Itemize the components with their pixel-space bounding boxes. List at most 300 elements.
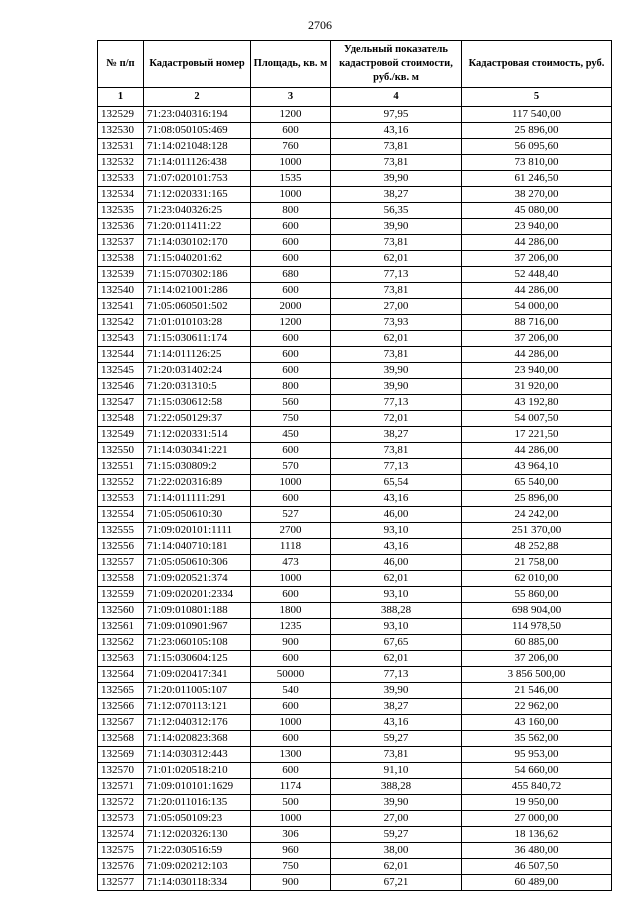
area-cell: 600 (251, 283, 331, 299)
page-number: 2706 (308, 18, 332, 32)
cadastral-value-cell: 35 562,00 (462, 731, 612, 747)
area-cell: 760 (251, 139, 331, 155)
cadastral-value-cell: 21 546,00 (462, 683, 612, 699)
unit-value-cell: 93,10 (331, 619, 462, 635)
cadastral-number-cell: 71:05:050610:306 (144, 555, 251, 571)
table-row (98, 779, 612, 795)
area-cell: 750 (251, 411, 331, 427)
cadastral-value-cell: 23 940,00 (462, 219, 612, 235)
cadastral-value-cell: 44 286,00 (462, 235, 612, 251)
area-cell: 473 (251, 555, 331, 571)
cadastral-value-cell: 54 000,00 (462, 299, 612, 315)
cadastral-number-cell: 71:14:020823:368 (144, 731, 251, 747)
area-cell: 900 (251, 635, 331, 651)
unit-value-cell: 43,16 (331, 539, 462, 555)
table-row (98, 107, 612, 123)
cadastral-number-cell: 71:20:011411:22 (144, 219, 251, 235)
table-row (98, 155, 612, 171)
row-number-cell: 132563 (98, 651, 144, 667)
table-row (98, 203, 612, 219)
cadastral-number-cell: 71:14:021001:286 (144, 283, 251, 299)
table-row (98, 283, 612, 299)
unit-value-cell: 73,81 (331, 235, 462, 251)
row-number-cell: 132546 (98, 379, 144, 395)
unit-value-cell: 77,13 (331, 459, 462, 475)
table-row (98, 427, 612, 443)
row-number-cell: 132551 (98, 459, 144, 475)
table-row (98, 267, 612, 283)
unit-value-cell: 59,27 (331, 827, 462, 843)
table-row (98, 475, 612, 491)
cadastral-number-cell: 71:12:020331:165 (144, 187, 251, 203)
area-cell: 560 (251, 395, 331, 411)
unit-value-cell: 39,90 (331, 795, 462, 811)
unit-value-cell: 62,01 (331, 651, 462, 667)
cadastral-value-cell: 44 286,00 (462, 283, 612, 299)
cadastral-number-cell: 71:09:020101:1111 (144, 523, 251, 539)
cadastral-value-cell: 95 953,00 (462, 747, 612, 763)
cadastral-number-cell: 71:14:030102:170 (144, 235, 251, 251)
area-cell: 1000 (251, 811, 331, 827)
table-row (98, 363, 612, 379)
unit-value-cell: 67,21 (331, 875, 462, 891)
cadastral-value-cell: 46 507,50 (462, 859, 612, 875)
cadastral-value-cell: 44 286,00 (462, 443, 612, 459)
table-row (98, 443, 612, 459)
unit-value-cell: 39,90 (331, 379, 462, 395)
cadastral-number-cell: 71:14:011126:25 (144, 347, 251, 363)
area-cell: 600 (251, 443, 331, 459)
cadastral-number-cell: 71:14:030118:334 (144, 875, 251, 891)
table-row (98, 171, 612, 187)
cadastral-value-cell: 88 716,00 (462, 315, 612, 331)
cadastral-value-cell: 117 540,00 (462, 107, 612, 123)
area-cell: 1200 (251, 107, 331, 123)
cadastral-value-cell: 36 480,00 (462, 843, 612, 859)
table-row (98, 795, 612, 811)
cadastral-value-cell: 3 856 500,00 (462, 667, 612, 683)
area-cell: 1118 (251, 539, 331, 555)
index-cell: 1 (98, 88, 144, 107)
table-row (98, 843, 612, 859)
table-row (98, 699, 612, 715)
cadastral-number-cell: 71:12:020331:514 (144, 427, 251, 443)
row-number-cell: 132552 (98, 475, 144, 491)
cadastral-value-cell: 114 978,50 (462, 619, 612, 635)
cadastral-value-cell: 18 136,62 (462, 827, 612, 843)
table-row (98, 875, 612, 891)
table-row (98, 811, 612, 827)
unit-value-cell: 62,01 (331, 251, 462, 267)
cadastral-number-cell: 71:05:060501:502 (144, 299, 251, 315)
table-header-row (98, 41, 612, 88)
unit-value-cell: 38,00 (331, 843, 462, 859)
unit-value-cell: 39,90 (331, 683, 462, 699)
area-cell: 1000 (251, 715, 331, 731)
row-number-cell: 132566 (98, 699, 144, 715)
cadastral-value-cell: 27 000,00 (462, 811, 612, 827)
unit-value-cell: 39,90 (331, 363, 462, 379)
table-row (98, 619, 612, 635)
unit-value-cell: 77,13 (331, 667, 462, 683)
unit-value-cell: 56,35 (331, 203, 462, 219)
cadastral-value-cell: 25 896,00 (462, 123, 612, 139)
row-number-cell: 132531 (98, 139, 144, 155)
index-cell: 3 (251, 88, 331, 107)
table-row (98, 235, 612, 251)
table-row (98, 219, 612, 235)
cadastral-number-cell: 71:23:040326:25 (144, 203, 251, 219)
area-cell: 2700 (251, 523, 331, 539)
cadastral-value-cell: 54 660,00 (462, 763, 612, 779)
index-cell: 4 (331, 88, 462, 107)
cadastral-value-cell: 54 007,50 (462, 411, 612, 427)
row-number-cell: 132569 (98, 747, 144, 763)
table-row (98, 315, 612, 331)
cadastral-value-cell: 24 242,00 (462, 507, 612, 523)
table-row (98, 651, 612, 667)
area-cell: 1535 (251, 171, 331, 187)
cadastral-value-cell: 455 840,72 (462, 779, 612, 795)
table-row (98, 331, 612, 347)
cadastral-value-cell: 38 270,00 (462, 187, 612, 203)
table-row (98, 491, 612, 507)
cadastral-value-cell: 31 920,00 (462, 379, 612, 395)
unit-value-cell: 43,16 (331, 491, 462, 507)
table-body (98, 107, 612, 891)
area-cell: 600 (251, 235, 331, 251)
unit-value-cell: 38,27 (331, 187, 462, 203)
cadastral-value-cell: 73 810,00 (462, 155, 612, 171)
row-number-cell: 132544 (98, 347, 144, 363)
cadastral-number-cell: 71:20:011016:135 (144, 795, 251, 811)
table-row (98, 139, 612, 155)
unit-value-cell: 388,28 (331, 779, 462, 795)
cadastral-number-cell: 71:09:010901:967 (144, 619, 251, 635)
cadastral-value-cell: 44 286,00 (462, 347, 612, 363)
cadastral-number-cell: 71:22:020316:89 (144, 475, 251, 491)
row-number-cell: 132576 (98, 859, 144, 875)
row-number-cell: 132565 (98, 683, 144, 699)
cadastral-number-cell: 71:20:031402:24 (144, 363, 251, 379)
row-number-cell: 132571 (98, 779, 144, 795)
unit-value-cell: 73,81 (331, 747, 462, 763)
cadastral-number-cell: 71:09:020212:103 (144, 859, 251, 875)
area-cell: 1000 (251, 475, 331, 491)
row-number-cell: 132562 (98, 635, 144, 651)
area-cell: 1174 (251, 779, 331, 795)
cadastral-number-cell: 71:20:011005:107 (144, 683, 251, 699)
area-cell: 600 (251, 699, 331, 715)
table-row (98, 587, 612, 603)
area-cell: 600 (251, 763, 331, 779)
cadastral-number-cell: 71:14:021048:128 (144, 139, 251, 155)
table-row (98, 299, 612, 315)
unit-value-cell: 27,00 (331, 299, 462, 315)
cadastral-value-cell: 65 540,00 (462, 475, 612, 491)
unit-value-cell: 46,00 (331, 507, 462, 523)
table-row (98, 507, 612, 523)
unit-value-cell: 91,10 (331, 763, 462, 779)
area-cell: 600 (251, 491, 331, 507)
area-cell: 600 (251, 587, 331, 603)
unit-value-cell: 73,81 (331, 347, 462, 363)
row-number-cell: 132567 (98, 715, 144, 731)
cadastral-value-cell: 48 252,88 (462, 539, 612, 555)
unit-value-cell: 67,65 (331, 635, 462, 651)
cadastral-number-cell: 71:12:020326:130 (144, 827, 251, 843)
unit-value-cell: 38,27 (331, 427, 462, 443)
cadastral-number-cell: 71:23:060105:108 (144, 635, 251, 651)
cadastral-number-cell: 71:22:030516:59 (144, 843, 251, 859)
cadastral-value-cell: 37 206,00 (462, 331, 612, 347)
area-cell: 750 (251, 859, 331, 875)
row-number-cell: 132538 (98, 251, 144, 267)
row-number-cell: 132547 (98, 395, 144, 411)
row-number-cell: 132536 (98, 219, 144, 235)
cadastral-number-cell: 71:07:020101:753 (144, 171, 251, 187)
row-number-cell: 132532 (98, 155, 144, 171)
unit-value-cell: 62,01 (331, 331, 462, 347)
cadastral-value-cell: 25 896,00 (462, 491, 612, 507)
unit-value-cell: 39,90 (331, 219, 462, 235)
cadastral-number-cell: 71:14:030312:443 (144, 747, 251, 763)
row-number-cell: 132561 (98, 619, 144, 635)
area-cell: 600 (251, 331, 331, 347)
cadastral-number-cell: 71:23:040316:194 (144, 107, 251, 123)
area-cell: 960 (251, 843, 331, 859)
cadastral-value-cell: 698 904,00 (462, 603, 612, 619)
header-unit-value: Удельный показатель кадастровой стоимости, руб./кв. м (331, 41, 462, 88)
cadastral-number-cell: 71:15:070302:186 (144, 267, 251, 283)
row-number-cell: 132540 (98, 283, 144, 299)
area-cell: 500 (251, 795, 331, 811)
table-row (98, 395, 612, 411)
table-row (98, 123, 612, 139)
area-cell: 600 (251, 219, 331, 235)
cadastral-value-cell: 23 940,00 (462, 363, 612, 379)
unit-value-cell: 77,13 (331, 267, 462, 283)
row-number-cell: 132534 (98, 187, 144, 203)
area-cell: 306 (251, 827, 331, 843)
unit-value-cell: 73,81 (331, 283, 462, 299)
cadastral-number-cell: 71:15:030611:174 (144, 331, 251, 347)
area-cell: 1000 (251, 187, 331, 203)
cadastral-number-cell: 71:20:031310:5 (144, 379, 251, 395)
unit-value-cell: 62,01 (331, 571, 462, 587)
header-cadastral-value: Кадастровая стоимость, руб. (462, 41, 612, 88)
header-row-number: № п/п (98, 41, 144, 88)
cadastral-number-cell: 71:12:070113:121 (144, 699, 251, 715)
table-row (98, 555, 612, 571)
cadastral-value-cell: 17 221,50 (462, 427, 612, 443)
table-row (98, 667, 612, 683)
table-row (98, 683, 612, 699)
row-number-cell: 132556 (98, 539, 144, 555)
area-cell: 600 (251, 347, 331, 363)
row-number-cell: 132573 (98, 811, 144, 827)
area-cell: 600 (251, 363, 331, 379)
row-number-cell: 132558 (98, 571, 144, 587)
cadastral-value-cell: 60 885,00 (462, 635, 612, 651)
area-cell: 1800 (251, 603, 331, 619)
cadastral-number-cell: 71:05:050610:30 (144, 507, 251, 523)
cadastral-number-cell: 71:14:030341:221 (144, 443, 251, 459)
cadastral-value-cell: 52 448,40 (462, 267, 612, 283)
table-row (98, 763, 612, 779)
table-row (98, 411, 612, 427)
row-number-cell: 132560 (98, 603, 144, 619)
cadastral-number-cell: 71:15:040201:62 (144, 251, 251, 267)
cadastral-number-cell: 71:09:010801:188 (144, 603, 251, 619)
area-cell: 900 (251, 875, 331, 891)
table-row (98, 603, 612, 619)
cadastral-value-cell: 37 206,00 (462, 251, 612, 267)
cadastral-value-cell: 62 010,00 (462, 571, 612, 587)
row-number-cell: 132543 (98, 331, 144, 347)
unit-value-cell: 73,81 (331, 155, 462, 171)
cadastral-value-cell: 43 964,10 (462, 459, 612, 475)
row-number-cell: 132549 (98, 427, 144, 443)
area-cell: 1000 (251, 571, 331, 587)
row-number-cell: 132559 (98, 587, 144, 603)
cadastral-value-cell: 56 095,60 (462, 139, 612, 155)
table-row (98, 379, 612, 395)
cadastral-value-cell: 21 758,00 (462, 555, 612, 571)
cadastral-value-cell: 45 080,00 (462, 203, 612, 219)
area-cell: 680 (251, 267, 331, 283)
row-number-cell: 132568 (98, 731, 144, 747)
table-row (98, 715, 612, 731)
table-row (98, 635, 612, 651)
row-number-cell: 132548 (98, 411, 144, 427)
table-row (98, 523, 612, 539)
row-number-cell: 132572 (98, 795, 144, 811)
cadastral-value-cell: 22 962,00 (462, 699, 612, 715)
cadastral-number-cell: 71:14:011111:291 (144, 491, 251, 507)
index-cell: 5 (462, 88, 612, 107)
row-number-cell: 132537 (98, 235, 144, 251)
cadastral-number-cell: 71:09:010101:1629 (144, 779, 251, 795)
cadastral-number-cell: 71:08:050105:469 (144, 123, 251, 139)
row-number-cell: 132555 (98, 523, 144, 539)
cadastral-value-cell: 43 160,00 (462, 715, 612, 731)
cadastral-value-cell: 60 489,00 (462, 875, 612, 891)
unit-value-cell: 73,81 (331, 139, 462, 155)
unit-value-cell: 93,10 (331, 587, 462, 603)
row-number-cell: 132533 (98, 171, 144, 187)
table-row (98, 347, 612, 363)
unit-value-cell: 65,54 (331, 475, 462, 491)
area-cell: 540 (251, 683, 331, 699)
row-number-cell: 132530 (98, 123, 144, 139)
cadastral-value-cell: 43 192,80 (462, 395, 612, 411)
row-number-cell: 132541 (98, 299, 144, 315)
cadastral-number-cell: 71:09:020201:2334 (144, 587, 251, 603)
cadastral-number-cell: 71:14:040710:181 (144, 539, 251, 555)
row-number-cell: 132570 (98, 763, 144, 779)
cadastral-value-cell: 37 206,00 (462, 651, 612, 667)
cadastral-value-cell: 61 246,50 (462, 171, 612, 187)
area-cell: 600 (251, 123, 331, 139)
row-number-cell: 132539 (98, 267, 144, 283)
area-cell: 570 (251, 459, 331, 475)
row-number-cell: 132577 (98, 875, 144, 891)
table-row (98, 859, 612, 875)
row-number-cell: 132535 (98, 203, 144, 219)
unit-value-cell: 93,10 (331, 523, 462, 539)
area-cell: 50000 (251, 667, 331, 683)
cadastral-number-cell: 71:15:030604:125 (144, 651, 251, 667)
cadastral-number-cell: 71:12:040312:176 (144, 715, 251, 731)
area-cell: 600 (251, 251, 331, 267)
unit-value-cell: 43,16 (331, 715, 462, 731)
row-number-cell: 132557 (98, 555, 144, 571)
cadastral-number-cell: 71:05:050109:23 (144, 811, 251, 827)
cadastral-value-cell: 251 370,00 (462, 523, 612, 539)
area-cell: 1000 (251, 155, 331, 171)
unit-value-cell: 73,93 (331, 315, 462, 331)
cadastral-value-cell: 19 950,00 (462, 795, 612, 811)
unit-value-cell: 38,27 (331, 699, 462, 715)
table-row (98, 731, 612, 747)
row-number-cell: 132574 (98, 827, 144, 843)
cadastral-number-cell: 71:22:050129:37 (144, 411, 251, 427)
cadastral-value-cell: 55 860,00 (462, 587, 612, 603)
table-row (98, 459, 612, 475)
area-cell: 2000 (251, 299, 331, 315)
header-area: Площадь, кв. м (251, 41, 331, 88)
unit-value-cell: 388,28 (331, 603, 462, 619)
cadastral-number-cell: 71:01:010103:28 (144, 315, 251, 331)
area-cell: 800 (251, 203, 331, 219)
cadastral-number-cell: 71:15:030809:2 (144, 459, 251, 475)
table-row (98, 747, 612, 763)
cadastral-number-cell: 71:09:020417:341 (144, 667, 251, 683)
row-number-cell: 132529 (98, 107, 144, 123)
table-row (98, 539, 612, 555)
table-row (98, 187, 612, 203)
cadastral-number-cell: 71:01:020518:210 (144, 763, 251, 779)
area-cell: 450 (251, 427, 331, 443)
unit-value-cell: 62,01 (331, 859, 462, 875)
row-number-cell: 132542 (98, 315, 144, 331)
table-row (98, 251, 612, 267)
area-cell: 600 (251, 651, 331, 667)
unit-value-cell: 59,27 (331, 731, 462, 747)
unit-value-cell: 46,00 (331, 555, 462, 571)
table-row (98, 827, 612, 843)
cadastral-number-cell: 71:15:030612:58 (144, 395, 251, 411)
unit-value-cell: 39,90 (331, 171, 462, 187)
unit-value-cell: 97,95 (331, 107, 462, 123)
row-number-cell: 132554 (98, 507, 144, 523)
row-number-cell: 132545 (98, 363, 144, 379)
row-number-cell: 132550 (98, 443, 144, 459)
area-cell: 1200 (251, 315, 331, 331)
cadastral-number-cell: 71:14:011126:438 (144, 155, 251, 171)
area-cell: 1235 (251, 619, 331, 635)
table-index-row (98, 88, 612, 107)
area-cell: 600 (251, 731, 331, 747)
index-cell: 2 (144, 88, 251, 107)
area-cell: 800 (251, 379, 331, 395)
cadastral-number-cell: 71:09:020521:374 (144, 571, 251, 587)
row-number-cell: 132575 (98, 843, 144, 859)
header-cadastral-number: Кадастровый номер (144, 41, 251, 88)
area-cell: 527 (251, 507, 331, 523)
unit-value-cell: 77,13 (331, 395, 462, 411)
